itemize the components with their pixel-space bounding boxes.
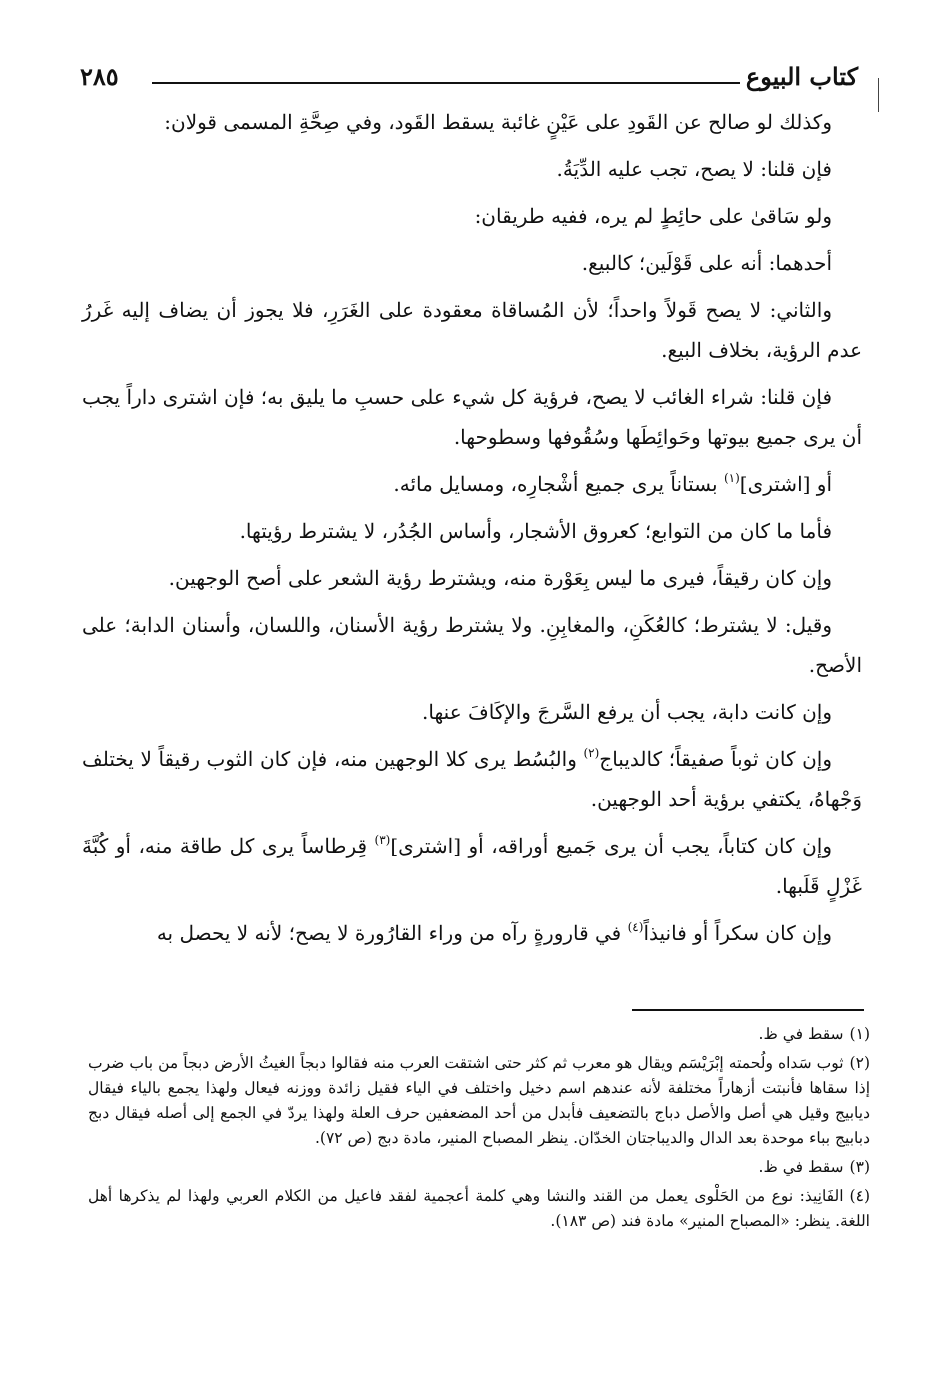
paragraph: فأما ما كان من التوابع؛ كعروق الأشجار، وأساس الجُدُر، لا يشترط رؤيتها. bbox=[239, 519, 832, 543]
page-number: ٢٨٥ bbox=[80, 62, 119, 91]
footnote-number: (٣) bbox=[849, 1158, 870, 1176]
paragraph bbox=[82, 739, 862, 819]
footnote-text: الفَانِيذ: نوع من الحَلْوى يعمل من القند والنشا وهي كلمة أعجمية لفقد فاعيل من الكلام العربي ولهذا لم يذكرها أهل اللغة. ينظر: «المصباح المنير» مادة فند (ص ١٨٣). bbox=[88, 1187, 870, 1230]
footnote bbox=[88, 1051, 870, 1151]
paragraph: والثاني: لا يصح قَولاً واحداً؛ لأن المُساقاة معقودة على الغَرَرِ، فلا يجوز أن يضاف إليه غَررُ عدم الرؤية، بخلاف البيع. bbox=[82, 298, 862, 362]
paragraph: ولو سَاقىٰ على حائِطٍ لم يره، ففيه طريقان: bbox=[474, 204, 832, 228]
footnote bbox=[88, 1155, 870, 1180]
footnote-marker: (٢) bbox=[583, 746, 600, 760]
footnote-text: سقط في ظ. bbox=[758, 1158, 844, 1176]
paragraph bbox=[82, 464, 862, 504]
footnote-text: سقط في ظ. bbox=[758, 1025, 844, 1043]
paragraph-text: وإن كان كتاباً، يجب أن يرى جَميع أوراقه، أو [اشترى] bbox=[390, 834, 832, 858]
paragraph-text: والبُسُط يرى كلا الوجهين منه، فإن كان الثوب رقيقاً لا يختلف وَجْهاهُ، يكتفي برؤية أحد الوجهين. bbox=[82, 747, 862, 811]
paragraph: فإن قلنا: لا يصح، تجب عليه الدِّيَةُ. bbox=[556, 157, 832, 181]
book-title: كتاب البيوع bbox=[745, 62, 858, 91]
footnote-text: ثوب سَداه ولُحمته إبْرَيْسَم ويقال هو معرب ثم كثر حتى اشتقت العرب منه فقالوا دبجاً الغيثُ الأرض دبجاً من باب ضرب إذا سقاها فأنبتت أزهاراً مختلفة لأنه عندهم اسم دخيل واختلف في الياء فقيل زائدة ووزنه فيعال ولهذا يجمع بالياء فيقال ديابيج وقيل هي أصل والأصل دباج بالتضعيف فأبدل من أحد المضعفين حرف العلة ولهذا يردّ في الجمع إلى أصله فيقال دبج دبابيج بباء موحدة بعد الدال والديباجتان الخدّان. ينظر المصباح المنير، مادة دبج (ص ٧٢). bbox=[88, 1054, 870, 1147]
header-rule bbox=[152, 82, 740, 84]
paragraph-text: وإن كان سكراً أو فانيذاً bbox=[643, 921, 832, 945]
footnote-marker: (١) bbox=[723, 471, 740, 485]
main-text bbox=[82, 102, 862, 960]
paragraph-text: في قارورةٍ رآه من وراء القارُورة لا يصح؛ لأنه لا يحصل به bbox=[156, 921, 628, 945]
paragraph: وإن كان رقيقاً، فيرى ما ليس بِعَوْرة منه، ويشترط رؤية الشعر على أصح الوجهين. bbox=[168, 566, 832, 590]
paragraph: أحدهما: أنه على قَوْلَين؛ كالبيع. bbox=[581, 251, 832, 275]
paragraph bbox=[82, 913, 862, 953]
footnote-number: (٢) bbox=[849, 1054, 870, 1072]
footnote-separator bbox=[632, 1009, 864, 1011]
paragraph-text: قِرطاساً يرى كل طاقة منه، أو كُبَّةَ غَزْلٍ قَلَبها. bbox=[82, 834, 862, 898]
paragraph: وإن كانت دابة، يجب أن يرفع السَّرجَ والإكَافَ عنها. bbox=[422, 700, 832, 724]
footnote-marker: (٤) bbox=[627, 920, 644, 934]
footnote-number: (١) bbox=[849, 1025, 870, 1043]
margin-mark bbox=[878, 78, 879, 112]
paragraph: وقيل: لا يشترط؛ كالعُكَنِ، والمغابِنِ. ولا يشترط رؤية الأسنان، واللسان، وأسنان الدابة؛ على الأصح. bbox=[82, 613, 862, 677]
paragraph bbox=[82, 826, 862, 906]
paragraph-text: أو [اشترى] bbox=[739, 472, 832, 496]
footnote-marker: (٣) bbox=[374, 833, 391, 847]
footnote-number: (٤) bbox=[849, 1187, 870, 1205]
footnote bbox=[88, 1184, 870, 1234]
paragraph: وكذلك لو صالح عن القَودِ على عَيْنٍ غائبة يسقط القَود، وفي صِحَّةِ المسمى قولان: bbox=[164, 110, 832, 134]
paragraph-text: بستاناً يرى جميع أشْجارِه، ومسايل مائه. bbox=[393, 472, 724, 496]
paragraph: فإن قلنا: شراء الغائب لا يصح، فرؤية كل شيء على حسبِ ما يليق به؛ فإن اشترى داراً يجب أن يرى جميع بيوتها وحَوائِطَها وسُقُوفها وسطوحها. bbox=[82, 385, 862, 449]
footnote bbox=[88, 1022, 870, 1047]
footnotes bbox=[88, 1022, 870, 1238]
paragraph-text: وإن كان ثوباً صفيقاً؛ كالديباج bbox=[599, 747, 832, 771]
running-header bbox=[80, 58, 870, 102]
